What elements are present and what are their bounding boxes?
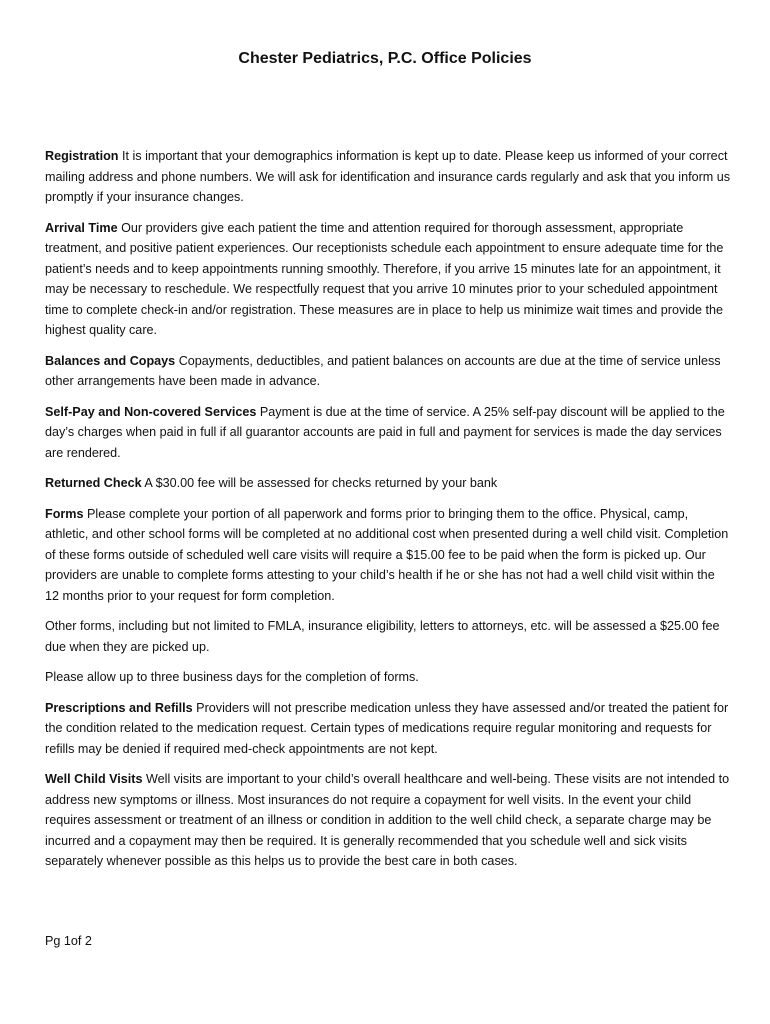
section-text: Copayments, deductibles, and patient balances on accounts are due at the time of service unless other arrangements have been made in advance. xyxy=(45,353,721,388)
policy-registration xyxy=(45,146,731,208)
policy-arrival-time xyxy=(45,218,731,341)
section-text: Payment is due at the time of service. A 25% self-pay discount will be applied to the day’s charges when paid in full if all guarantor accounts are paid in full and payment for services is made the day services are rendered. xyxy=(45,404,725,460)
section-heading: Well Child Visits xyxy=(45,772,143,786)
section-heading: Balances and Copays xyxy=(45,353,176,368)
policy-balances-copays xyxy=(45,351,731,392)
section-text: Well visits are important to your child’s overall healthcare and well-being. These visits are not intended to address new symptoms or illness. Most insurances do not require a copayment for well visits. In the event your child requires assessment or treatment of an illness or condition in addition to the well child check, a separate charge may be incurred and a copayment may then be required. It is generally recommended that you schedule well and sick visits separately whenever possible as this helps us to provide the best care in both cases. xyxy=(45,772,730,868)
section-heading: Registration xyxy=(45,149,119,163)
policy-self-pay xyxy=(45,402,731,464)
section-heading: Self-Pay and Non-covered Services xyxy=(45,404,257,419)
page-title: Chester Pediatrics, P.C. Office Policies xyxy=(238,50,532,67)
section-heading: Prescriptions and Refills xyxy=(45,700,193,715)
policy-forms-turnaround xyxy=(45,667,731,688)
section-text: It is important that your demographics information is kept up to date. Please keep us informed of your correct mailing address and phone numbers. We will ask for identification and insurance cards regularly and ask that you inform us promptly if your insurance changes. xyxy=(45,149,731,204)
page-number: Pg 1of 2 xyxy=(45,934,92,948)
section-text: Providers will not prescribe medication unless they have assessed and/or treated the patient for the condition related to the medication request. Certain types of medications require regular monitoring and requests for refills may be denied if required med-check appointments are not kept. xyxy=(45,700,729,756)
policy-returned-check xyxy=(45,473,731,494)
policy-body xyxy=(45,146,731,882)
section-heading: Returned Check xyxy=(45,476,142,490)
section-text: Please allow up to three business days for the completion of forms. xyxy=(45,670,419,684)
section-text: Other forms, including but not limited to FMLA, insurance eligibility, letters to attorneys, etc. will be assessed a $25.00 fee due when they are picked up. xyxy=(45,619,720,654)
section-text: A $30.00 fee will be assessed for checks returned by your bank xyxy=(144,476,498,490)
policy-prescriptions-refills xyxy=(45,698,731,760)
policy-well-child-visits xyxy=(45,769,731,872)
section-heading: Arrival Time xyxy=(45,220,118,235)
section-text: Our providers give each patient the time and attention required for thorough assessment, appropriate treatment, and positive patient experiences. Our receptionists schedule each appointment to ensure adequate time for the patient’s needs and to keep appointments running smoothly. Therefore, if you arrive 15 minutes late for an appointment, it may be necessary to reschedule. We respectfully request that you arrive 10 minutes prior to your scheduled appointment time to complete check-in and/or registration. These measures are in place to help us minimize wait times and provide the highest quality care. xyxy=(45,220,724,337)
policy-other-forms xyxy=(45,616,731,657)
section-heading: Forms xyxy=(45,506,84,521)
policy-forms xyxy=(45,504,731,607)
section-text: Please complete your portion of all paperwork and forms prior to bringing them to the office. Physical, camp, athletic, and other school forms will be completed at no additional cost when presented during a well child visit. Completion of these forms outside of scheduled well care visits will require a $15.00 fee to be paid when the form is picked up. Our providers are unable to complete forms attesting to your child’s health if he or she has not had a well child visit within the 12 months prior to your request for form completion. xyxy=(45,506,729,603)
